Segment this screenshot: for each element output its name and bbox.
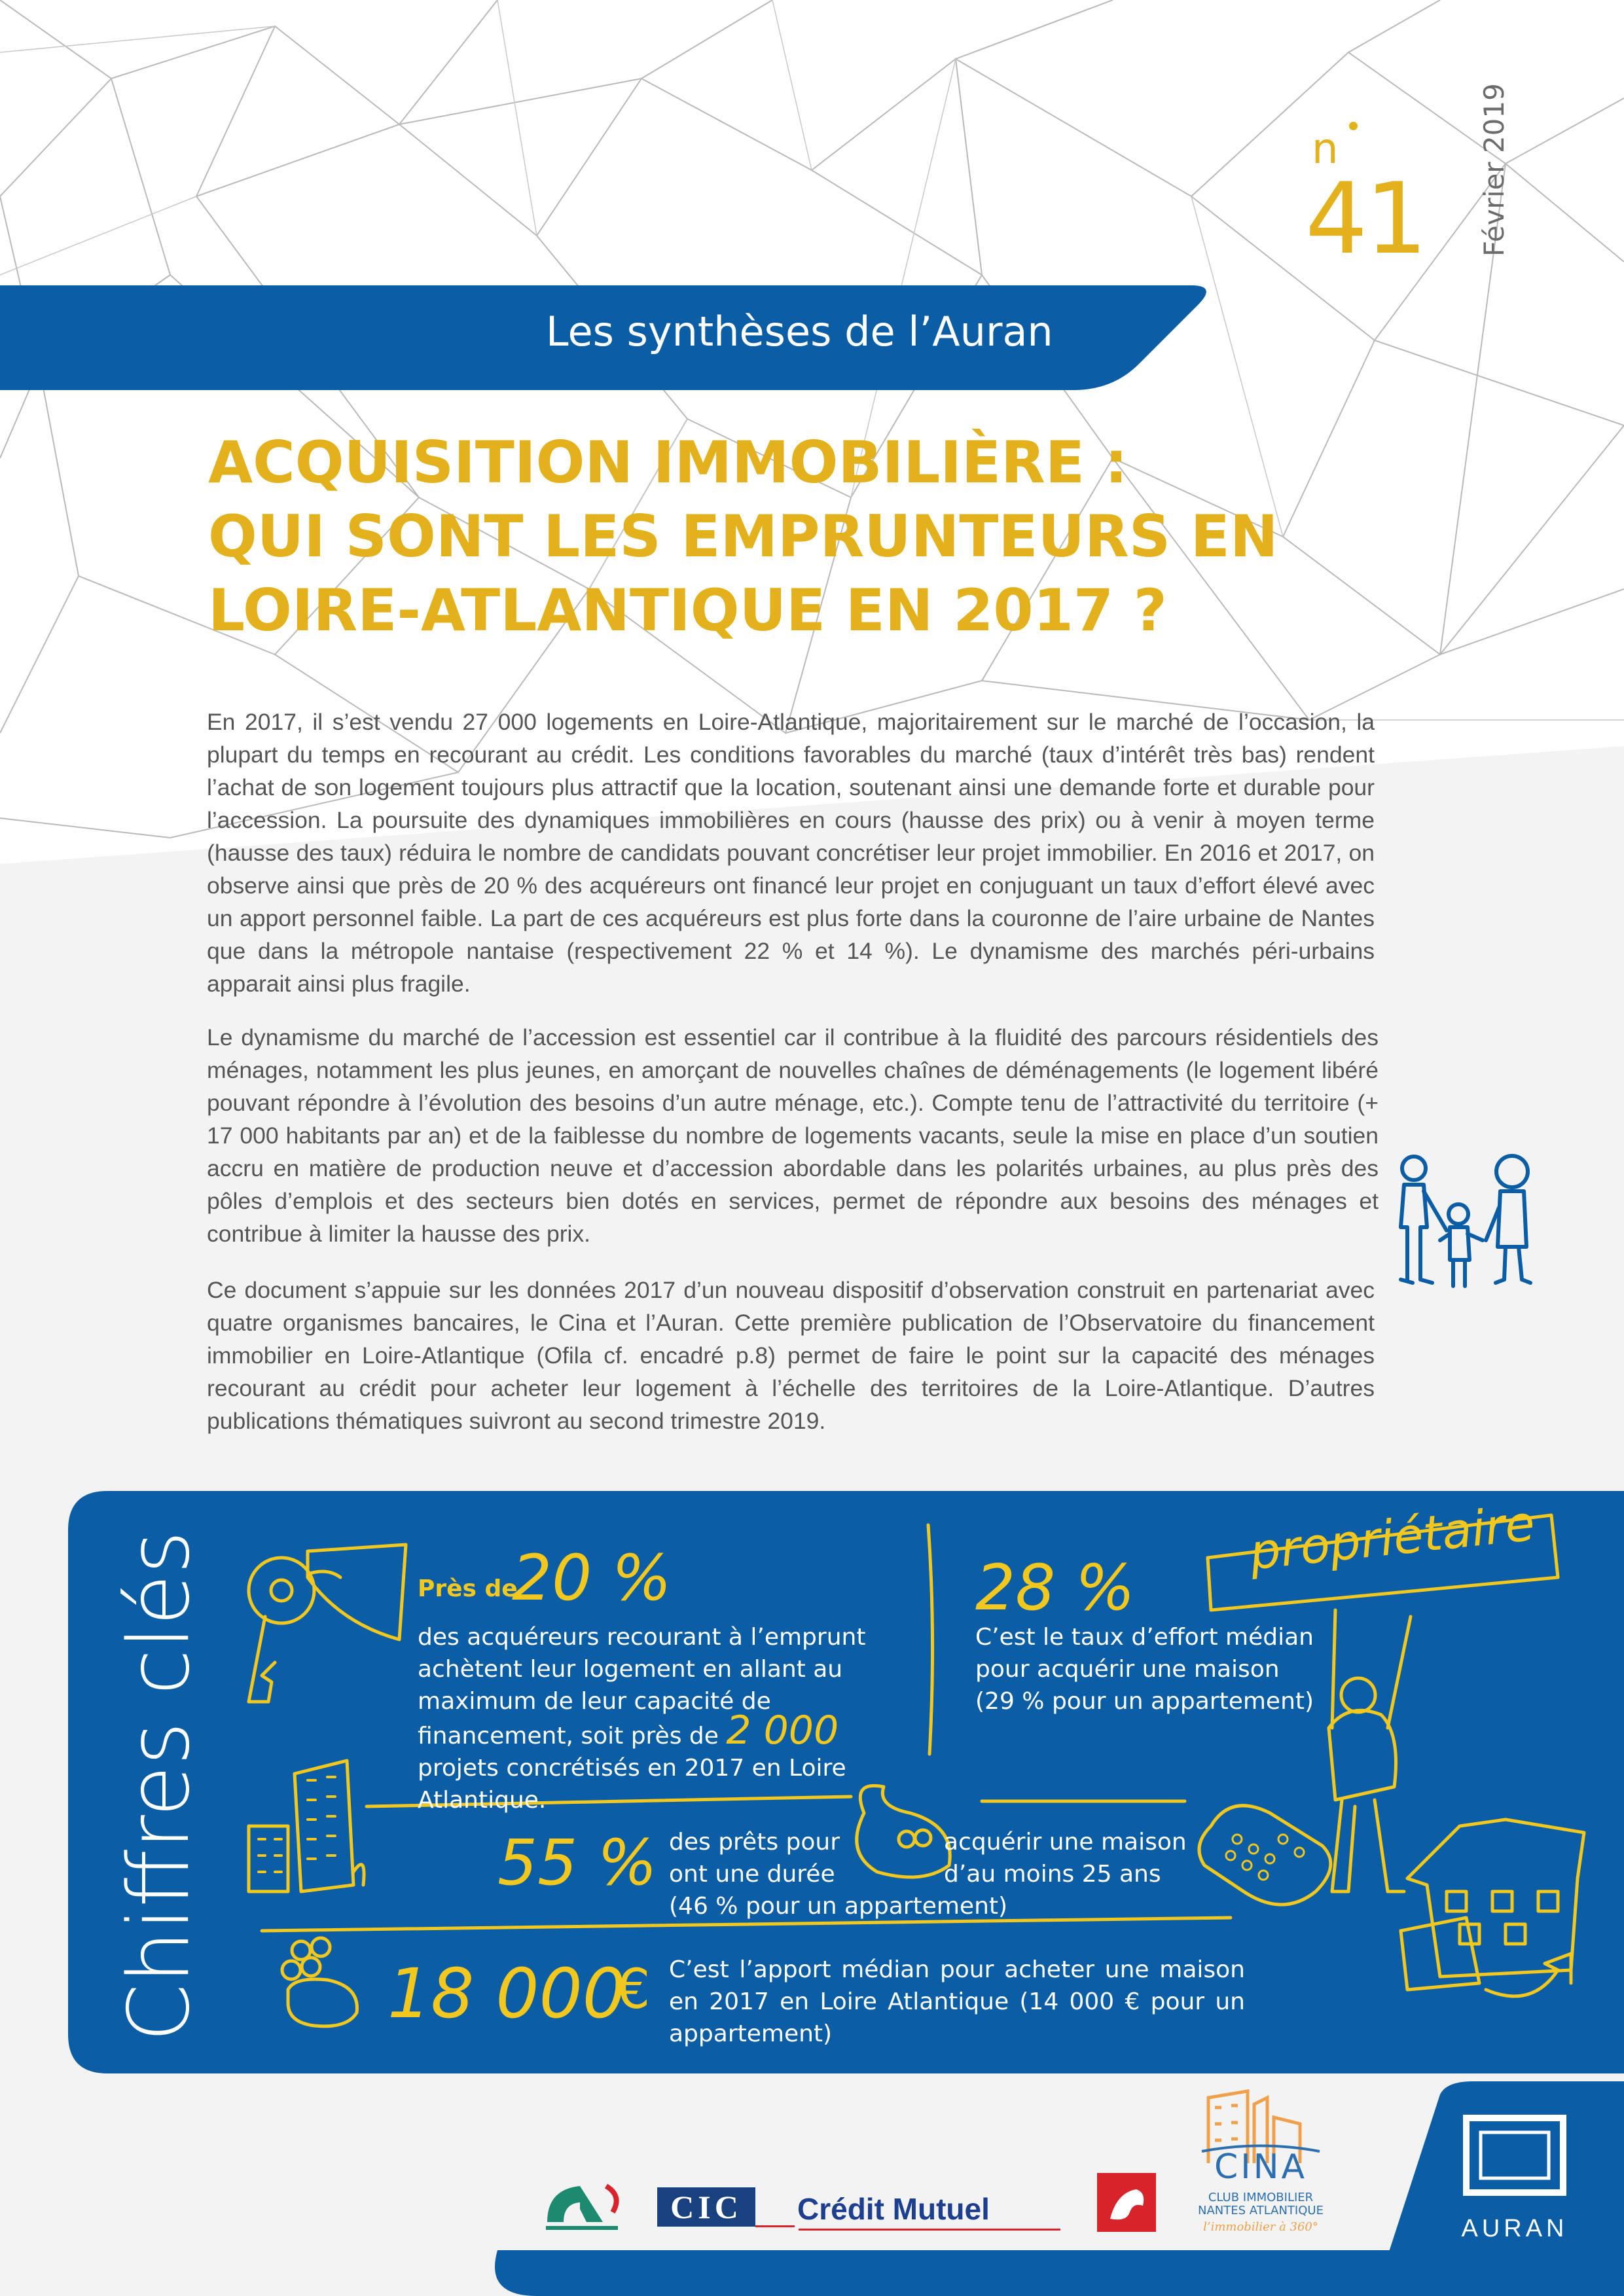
credit-agricole-logo [541, 2176, 626, 2235]
issue-date: Février 2019 [1478, 83, 1510, 257]
figure1-value-2: 2 000 [726, 1708, 839, 1753]
title-line-3: LOIRE-ATLANTIQUE EN 2017 ? [208, 577, 1167, 644]
figure2-text: C’est le taux d’effort médian pour acquérir une maison (29 % pour un appartement) [975, 1624, 1314, 1715]
owner-sign-text: propriétaire [1247, 1495, 1538, 1581]
cic-logo: CIC [657, 2187, 755, 2227]
page-title [208, 425, 1321, 647]
auran-label: AURAN [1461, 2215, 1568, 2242]
cina-name: CINA [1214, 2147, 1308, 2187]
figure1-text-a: des acquéreurs recourant à l’emprunt achètent leur logement en allant au maximum de leur capacité de financement, soit près de [418, 1624, 866, 1749]
figure3-value: 55 % [497, 1826, 657, 1899]
auran-frame-icon [1461, 2113, 1568, 2198]
credit-mutuel-underline [799, 2229, 1060, 2231]
issue-prefix-dot [1349, 122, 1358, 130]
caisse-epargne-squirrel-icon [1097, 2173, 1156, 2232]
issue-prefix: n [1312, 125, 1339, 173]
cina-subtitle-2: NANTES ATLANTIQUE [1198, 2204, 1324, 2217]
caisse-epargne-logo [1097, 2173, 1156, 2232]
series-banner-title: Les synthèses de l’Auran [546, 308, 1053, 355]
figure1-text-b: projets concrétisés en 2017 en Loire Atlantique. [418, 1755, 846, 1814]
title-line-2: QUI SONT LES EMPRUNTEURS EN [208, 503, 1278, 570]
credit-agricole-mark-icon [541, 2176, 626, 2235]
figure2-value: 28 % [975, 1551, 1135, 1624]
title-line-1: ACQUISITION IMMOBILIÈRE : [208, 429, 1128, 496]
figure4-text: C’est l’apport médian pour acheter une maison en 2017 en Loire Atlantique (14 000 € pour un appartement) [669, 1956, 1245, 2047]
figure1-value: 20 % [512, 1541, 672, 1615]
issue-number: 41 [1305, 162, 1425, 276]
credit-mutuel-logo: Crédit Mutuel [797, 2192, 990, 2226]
intro-paragraph-2: Le dynamisme du marché de l’accession est essentiel car il contribue à la fluidité des parcours résidentiels des ménages, notamment les plus jeunes, en amorçant de nouvelles chaînes de déménagements (le logement libéré pouvant répondre à l’évolution des besoins d’un autre ménage, etc.). Compte tenu de l’attractivité du territoire (+ 17 000 habitants par an) et de la faiblesse du nombre de logements vacants, seule la mise en place d’un soutien accru en matière de production neuve et d’accession abordable dans les polarités urbaines, au plus près des pôles d’emplois et des secteurs bien dotés en services, permet de répondre aux besoins des ménages et contribue à limiter la hausse des prix. [207, 1024, 1379, 1247]
figure3-text-c: (46 % pour un appartement) [669, 1893, 1008, 1920]
intro-paragraph-1: En 2017, il s’est vendu 27 000 logements en Loire-Atlantique, majoritairement sur le marché de l’occasion, la plupart du temps en recourant au crédit. Les conditions favorables du marché (taux d’intérêt très bas) rendent l’achat de son logement toujours plus attractif que la location, soutenant ainsi une demande forte et durable pour l’accession. La poursuite des dynamiques immobilières en cours (hausse des prix) ou à venir à moyen terme (hausse des taux) réduira le nombre de candidats pouvant concrétiser leur projet immobilier. En 2016 et 2017, on observe ainsi que près de 20 % des acquéreurs ont financé leur projet en conjuguant un taux d’effort élevé avec un apport personnel faible. La part de ces acquéreurs est plus forte dans la couronne de l’aire urbaine de Nantes que dans la métropole nantaise (respectivement 22 % et 14 %). Le dynamisme des marchés péri-urbains apparait ainsi plus fragile. [207, 709, 1375, 997]
figure1-text [418, 1621, 915, 1816]
intro-paragraph-3: Ce document s’appuie sur les données 2017 d’un nouveau dispositif d’observation construit en partenariat avec quatre organismes bancaires, le Cina et l’Auran. Cette première publication de l’Observatoire du financement immobilier en Loire-Atlantique (Ofila cf. encadré p.8) permet de faire le point sur la capacité des ménages recourant au crédit pour acheter leur logement à l’échelle des territoires de la Loire-Atlantique. D’autres publications thématiques suivront au second trimestre 2019. [207, 1277, 1375, 1434]
key-figures-title: Chiffres clés [111, 1530, 208, 2042]
cina-subtitle-1: CLUB IMMOBILIER [1208, 2191, 1314, 2204]
figure3-text-a: des prêts pour ont une durée [669, 1829, 840, 1888]
figure4-value: 18 000 [388, 1954, 626, 2034]
auran-logo [1461, 2113, 1568, 2211]
figure4-unit: € [615, 1957, 651, 2021]
cina-logo [1195, 2078, 1326, 2196]
figure1-lead: Près de [418, 1575, 518, 1602]
figure3-text-b: acquérir une maison d’au moins 25 ans [944, 1829, 1187, 1888]
footer-band [0, 2081, 1624, 2296]
family-illustration-icon [1388, 1149, 1545, 1299]
cina-tagline: l’immobilier à 360° [1203, 2220, 1318, 2234]
cic-underline [755, 2225, 795, 2227]
